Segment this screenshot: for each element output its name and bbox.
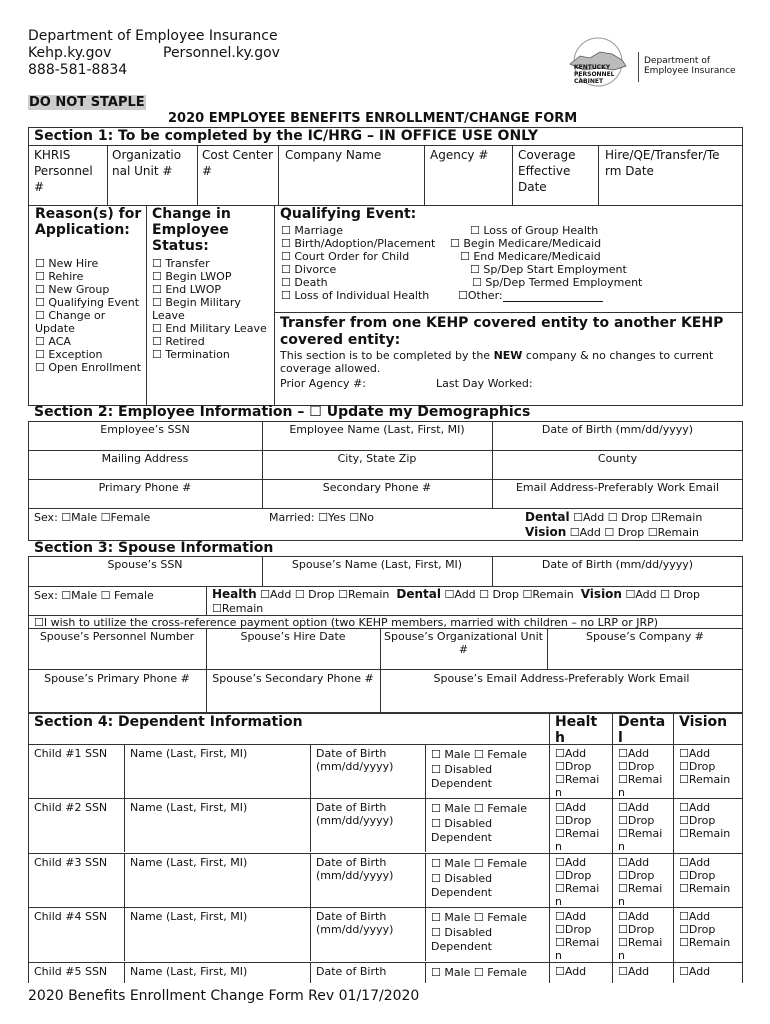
field-email[interactable]: Email Address-Preferably Work Email <box>515 481 720 494</box>
reason-aca[interactable]: ☐ ACA <box>35 335 71 348</box>
child-health-add[interactable]: ☐Add <box>555 910 587 923</box>
field-coverage-effective-date[interactable]: Coverage Effective Date <box>518 148 576 194</box>
child-disabled-option[interactable]: ☐ Disabled Dependent <box>431 817 493 844</box>
spouse-vision-choices[interactable]: ☐Add ☐ Drop <box>621 588 700 601</box>
child-dob-field[interactable]: Date of Birth (mm/dd/yyyy) <box>316 747 394 773</box>
field-org-unit[interactable]: Organizatio nal Unit # <box>112 148 182 178</box>
spouse-sex-options[interactable]: Sex: ☐Male ☐ Female <box>34 589 154 602</box>
child-health-remain[interactable]: ☐Remai n <box>555 773 600 799</box>
child-vision-remain[interactable]: ☐Remain <box>679 936 731 949</box>
qe-begin-medicare[interactable]: ☐ Begin Medicare/Medicaid <box>450 237 602 250</box>
reason-new-group[interactable]: ☐ New Group <box>35 283 110 296</box>
status-end-military[interactable]: ☐ End Military Leave <box>152 322 267 335</box>
child-health-add[interactable]: ☐Add <box>555 801 587 814</box>
logo-cabinet-text: KENTUCKY PERSONNEL CABINET <box>574 64 615 85</box>
child-ssn-field[interactable]: Child #1 SSN <box>34 747 108 760</box>
employee-vision-label: Vision <box>525 525 567 539</box>
field-spouse-ssn[interactable]: Spouse’s SSN <box>107 558 183 571</box>
child-gender-options[interactable]: ☐ Male ☐ Female <box>431 802 528 815</box>
child-dental-remain[interactable]: ☐Remai n <box>618 936 663 962</box>
child-disabled-option[interactable]: ☐ Disabled Dependent <box>431 926 493 953</box>
website-kehp[interactable]: Kehp.ky.gov <box>28 45 112 61</box>
child-vision-remain[interactable]: ☐Remain <box>679 882 731 895</box>
field-employee-dob[interactable]: Date of Birth (mm/dd/yyyy) <box>541 423 694 436</box>
child-dob-field[interactable]: Date of Birth (mm/dd/yyyy) <box>316 856 394 882</box>
field-mailing-address[interactable]: Mailing Address <box>101 452 189 465</box>
child-vision-add[interactable]: ☐Add <box>679 856 711 869</box>
child-dental-drop[interactable]: ☐Drop <box>618 869 655 882</box>
qe-sp-start[interactable]: ☐ Sp/Dep Start Employment <box>470 263 627 276</box>
field-spouse-personnel-number[interactable]: Spouse’s Personnel Number <box>39 630 195 643</box>
field-primary-phone[interactable]: Primary Phone # <box>98 481 192 494</box>
child-dob-field[interactable]: Date of Birth (mm/dd/yyyy) <box>316 801 394 827</box>
qe-court-order[interactable]: ☐ Court Order for Child <box>281 250 410 263</box>
child-dental-remain[interactable]: ☐Remai n <box>618 882 663 908</box>
child-name-field[interactable]: Name (Last, First, MI) <box>130 747 248 760</box>
child-name-field[interactable]: Name (Last, First, MI) <box>130 910 248 923</box>
child-dob-field[interactable]: Date of Birth (mm/dd/yyyy) <box>316 910 394 936</box>
child-health-remain[interactable]: ☐Remai n <box>555 827 600 853</box>
qe-loss-group[interactable]: ☐ Loss of Group Health <box>470 224 599 237</box>
child-vision-add[interactable]: ☐Add <box>679 801 711 814</box>
qe-other[interactable] <box>458 289 603 302</box>
dept-name: Department of Employee Insurance <box>28 28 278 44</box>
status-transfer[interactable]: ☐ Transfer <box>152 257 210 270</box>
spouse-dental-choices[interactable]: ☐Add ☐ Drop ☐Remain <box>441 588 574 601</box>
child-gender-options[interactable]: ☐ Male ☐ Female <box>431 748 528 761</box>
section1-title: Section 1: To be completed by the IC/HRG – IN OFFICE USE ONLY <box>34 128 539 144</box>
status-begin-military[interactable]: ☐ Begin Military Leave <box>152 296 241 322</box>
employee-sex-options[interactable]: Sex: ☐Male ☐Female <box>34 511 151 524</box>
qe-sp-termed[interactable]: ☐ Sp/Dep Termed Employment <box>472 276 643 289</box>
status-title: Change in Employee Status: <box>152 206 231 254</box>
child-health-drop[interactable]: ☐Drop <box>555 923 592 936</box>
transfer-title: Transfer from one KEHP covered entity to another KEHP covered entity: <box>280 315 724 348</box>
child-name-field[interactable]: Name (Last, First, MI) <box>130 801 248 814</box>
status-end-lwop[interactable]: ☐ End LWOP <box>152 283 222 296</box>
child-vision-drop[interactable]: ☐Drop <box>679 923 716 936</box>
section2-title: Section 2: Employee Information – ☐ Update my Demographics <box>34 404 531 420</box>
qe-title: Qualifying Event: <box>280 206 417 222</box>
child-ssn-field[interactable]: Child #5 SSN <box>34 965 108 978</box>
child-health-drop[interactable]: ☐Drop <box>555 869 592 882</box>
qe-death[interactable]: ☐ Death <box>281 276 328 289</box>
field-spouse-org-unit[interactable]: Spouse’s Organizational Unit # <box>384 630 543 656</box>
phone-number: 888-581-8834 <box>28 62 128 78</box>
child-vision-add[interactable]: ☐Add <box>679 910 711 923</box>
spouse-vision-label: Vision <box>580 587 622 601</box>
child-health-add[interactable]: ☐Add <box>555 856 587 869</box>
transfer-note-pre: This section is to be completed by the <box>280 349 494 362</box>
child-health-drop[interactable]: ☐Drop <box>555 814 592 827</box>
reason-exception[interactable]: ☐ Exception <box>35 348 103 361</box>
reason-new-hire[interactable]: ☐ New Hire <box>35 257 99 270</box>
status-begin-lwop[interactable]: ☐ Begin LWOP <box>152 270 232 283</box>
child-dental-add[interactable]: ☐Add <box>618 965 650 978</box>
field-spouse-secondary-phone[interactable]: Spouse’s Secondary Phone # <box>212 672 374 685</box>
child-gender-options[interactable]: ☐ Male ☐ Female <box>431 911 528 924</box>
reasons-list <box>35 257 145 374</box>
field-employee-ssn[interactable]: Employee’s SSN <box>100 423 190 436</box>
transfer-note <box>280 349 740 375</box>
reason-qualifying-event[interactable]: ☐ Qualifying Event <box>35 296 140 309</box>
child-vision-remain[interactable]: ☐Remain <box>679 773 731 786</box>
field-spouse-primary-phone[interactable]: Spouse’s Primary Phone # <box>44 672 190 685</box>
employee-vision-choices[interactable]: ☐Add ☐ Drop ☐Remain <box>566 526 699 539</box>
employee-vision-options[interactable] <box>525 526 699 539</box>
spouse-health-label: Health <box>212 587 257 601</box>
reasons-title: Reason(s) for Application: <box>35 206 142 238</box>
child-dental-add[interactable]: ☐Add <box>618 801 650 814</box>
transfer-note-new: NEW <box>493 349 523 362</box>
child-disabled-option[interactable]: ☐ Disabled Dependent <box>431 763 493 790</box>
child-vision-drop[interactable]: ☐Drop <box>679 814 716 827</box>
logo-dept-line2: Employee Insurance <box>644 66 736 76</box>
transfer-note-post: company & no changes to current coverage allowed. <box>280 349 714 375</box>
child-dental-remain[interactable]: ☐Remai n <box>618 827 663 853</box>
field-agency[interactable]: Agency # <box>430 148 489 162</box>
child-vision-drop[interactable]: ☐Drop <box>679 869 716 882</box>
employee-dental-options[interactable] <box>525 511 702 524</box>
child-name-field[interactable]: Name (Last, First, MI) <box>130 856 248 869</box>
field-spouse-company[interactable]: Spouse’s Company # <box>586 630 704 643</box>
child-dental-drop[interactable]: ☐Drop <box>618 760 655 773</box>
footer-revision: 2020 Benefits Enrollment Change Form Rev 01/17/2020 <box>28 988 420 1004</box>
field-county[interactable]: County <box>597 452 638 465</box>
logo-dept-line1: Department of <box>644 56 710 66</box>
field-hire-date[interactable]: Hire/QE/Transfer/Te rm Date <box>605 148 720 178</box>
reason-rehire[interactable]: ☐ Rehire <box>35 270 84 283</box>
dependent-vision-header: Vision <box>679 714 728 730</box>
spouse-vision-remain[interactable]: ☐Remain <box>212 602 264 615</box>
employee-dental-choices[interactable]: ☐Add ☐ Drop ☐Remain <box>569 511 703 524</box>
child-health-add[interactable]: ☐Add <box>555 965 587 978</box>
reason-open-enrollment[interactable]: ☐ Open Enrollment <box>35 361 142 374</box>
employee-married-options[interactable]: Married: ☐Yes ☐No <box>269 511 375 524</box>
qe-marriage[interactable]: ☐ Marriage <box>281 224 343 237</box>
child-vision-drop[interactable]: ☐Drop <box>679 760 716 773</box>
qe-other-line[interactable] <box>503 290 603 302</box>
dependent-dental-header: Denta l <box>618 714 666 746</box>
child-vision-add[interactable]: ☐Add <box>679 965 711 978</box>
status-retired[interactable]: ☐ Retired <box>152 335 205 348</box>
last-day-worked-field[interactable]: Last Day Worked: <box>436 377 533 390</box>
qe-end-medicare[interactable]: ☐ End Medicare/Medicaid <box>460 250 601 263</box>
child-name-field[interactable]: Name (Last, First, MI) <box>130 965 248 978</box>
child-dental-drop[interactable]: ☐Drop <box>618 923 655 936</box>
logo <box>560 34 740 94</box>
child-vision-remain[interactable]: ☐Remain <box>679 827 731 840</box>
field-khris-personnel[interactable]: KHRIS Personnel # <box>34 148 93 194</box>
field-employee-name[interactable]: Employee Name (Last, First, MI) <box>289 423 465 436</box>
child-dental-add[interactable]: ☐Add <box>618 910 650 923</box>
status-termination[interactable]: ☐ Termination <box>152 348 230 361</box>
no-staple-notice: DO NOT STAPLE <box>29 95 145 110</box>
child-gender-options[interactable]: ☐ Male ☐ Female <box>431 857 528 870</box>
child-health-remain[interactable]: ☐Remai n <box>555 936 600 962</box>
cross-reference-option[interactable]: ☐I wish to utilize the cross-reference payment option (two KEHP members, married with children – no LRP or JRP) <box>34 616 659 629</box>
child-dob-field[interactable]: Date of Birth <box>316 965 387 978</box>
child-disabled-option[interactable]: ☐ Disabled Dependent <box>431 872 493 899</box>
child-dental-remain[interactable]: ☐Remai n <box>618 773 663 799</box>
status-list <box>152 257 272 361</box>
child-dental-add[interactable]: ☐Add <box>618 747 650 760</box>
field-cost-center[interactable]: Cost Center # <box>202 148 273 178</box>
qe-left-list <box>281 224 456 302</box>
field-spouse-email[interactable]: Spouse’s Email Address-Preferably Work Email <box>433 672 690 685</box>
child-health-add[interactable]: ☐Add <box>555 747 587 760</box>
field-secondary-phone[interactable]: Secondary Phone # <box>322 481 432 494</box>
field-spouse-dob[interactable]: Date of Birth (mm/dd/yyyy) <box>541 558 694 571</box>
child-dental-add[interactable]: ☐Add <box>618 856 650 869</box>
website-personnel[interactable]: Personnel.ky.gov <box>163 45 280 61</box>
qe-divorce[interactable]: ☐ Divorce <box>281 263 337 276</box>
reason-change-update[interactable]: ☐ Change or Update <box>35 309 106 335</box>
field-city-state-zip[interactable]: City, State Zip <box>337 452 417 465</box>
child-ssn-field[interactable]: Child #2 SSN <box>34 801 108 814</box>
field-spouse-hire-date[interactable]: Spouse’s Hire Date <box>240 630 346 643</box>
child-health-remain[interactable]: ☐Remai n <box>555 882 600 908</box>
dependent-health-header: Healt h <box>555 714 598 746</box>
child-ssn-field[interactable]: Child #4 SSN <box>34 910 108 923</box>
employee-dental-label: Dental <box>525 510 570 524</box>
field-company-name[interactable]: Company Name <box>285 148 382 162</box>
child-gender-options[interactable]: ☐ Male ☐ Female <box>431 966 528 979</box>
qe-other-label: ☐Other: <box>458 289 503 302</box>
child-vision-add[interactable]: ☐Add <box>679 747 711 760</box>
child-ssn-field[interactable]: Child #3 SSN <box>34 856 108 869</box>
qe-loss-individual[interactable]: ☐ Loss of Individual Health <box>281 289 430 302</box>
child-dental-drop[interactable]: ☐Drop <box>618 814 655 827</box>
field-spouse-name[interactable]: Spouse’s Name (Last, First, MI) <box>291 558 463 571</box>
spouse-coverage-options[interactable] <box>212 588 742 601</box>
section4-title: Section 4: Dependent Information <box>34 714 303 730</box>
spouse-health-choices[interactable]: ☐Add ☐ Drop ☐Remain <box>256 588 390 601</box>
qe-birth[interactable]: ☐ Birth/Adoption/Placement <box>281 237 436 250</box>
section3-title: Section 3: Spouse Information <box>34 540 274 556</box>
spouse-dental-label: Dental <box>396 587 441 601</box>
form-title: 2020 EMPLOYEE BENEFITS ENROLLMENT/CHANGE FORM <box>168 111 578 126</box>
child-health-drop[interactable]: ☐Drop <box>555 760 592 773</box>
prior-agency-field[interactable]: Prior Agency #: <box>280 377 366 390</box>
